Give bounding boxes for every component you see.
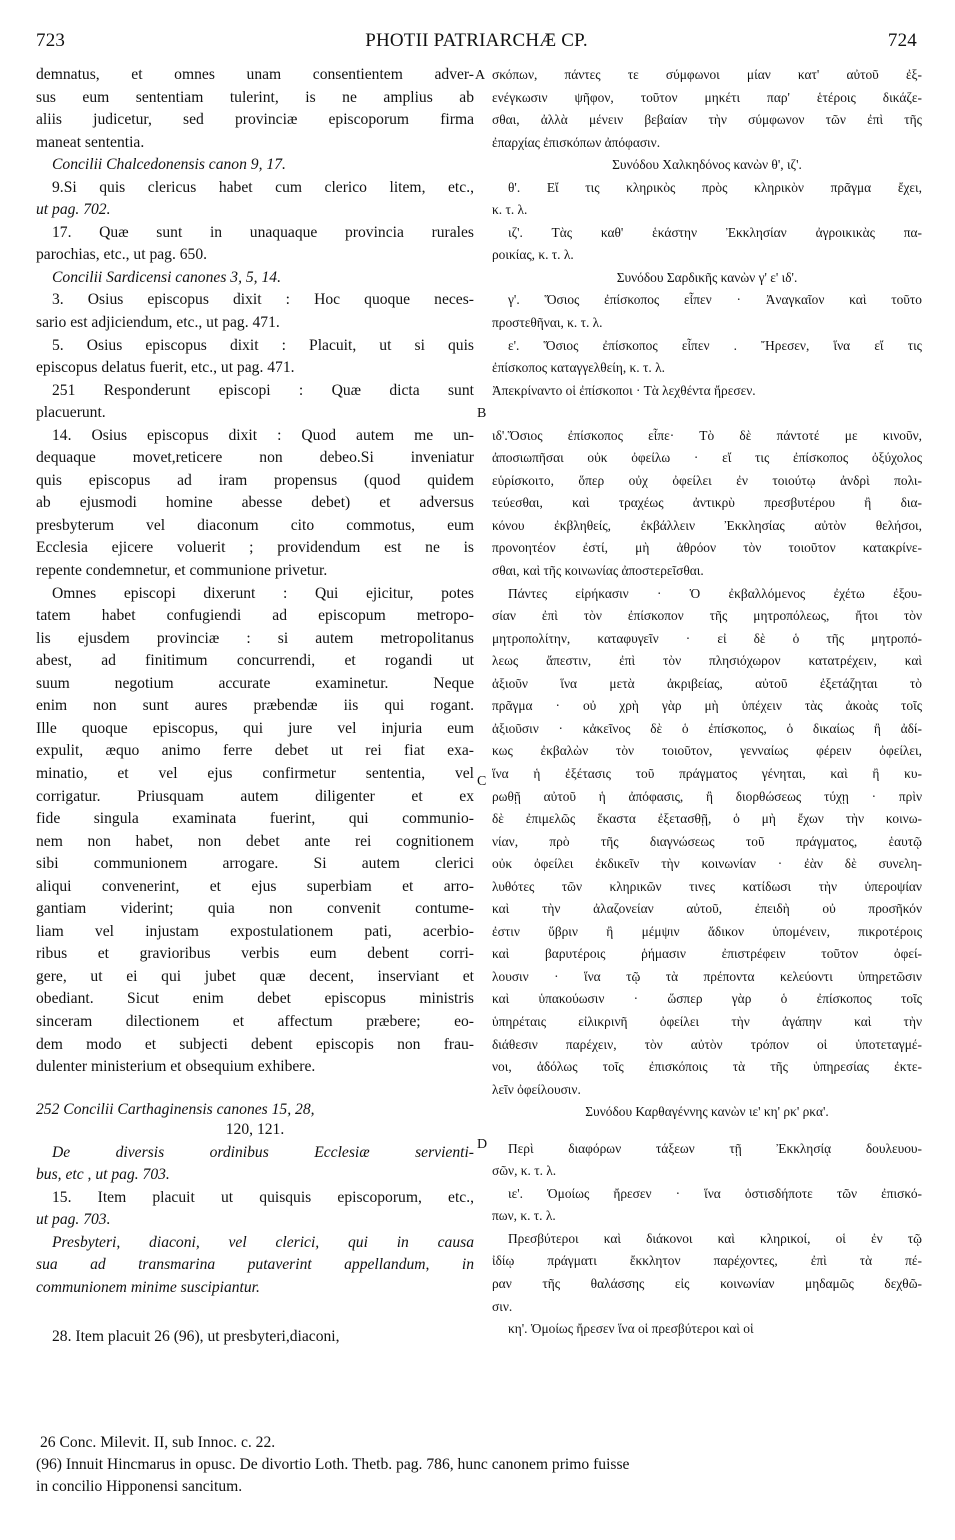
latin-line: ut pag. 702. — [36, 201, 111, 219]
greek-line: ε'. Ὅσιος ἐπίσκοπος εἶπεν . Ἤρεσεν, ἵνα εἴ τις — [508, 337, 922, 353]
greek-line: γ'. Ὅσιος ἐπίσκοπος εἶπεν · Ἀναγκαῖον καὶ τοῦτο — [508, 292, 922, 308]
latin-line: 15. Item placuit ut quisquis episcoporum, etc., — [52, 1188, 474, 1206]
latin-line: nem non habet, non debet ante rei cognitionem — [36, 832, 474, 850]
latin-line: expulit, æquo animo ferre debet ut rei fiat exa- — [36, 742, 474, 760]
greek-line: ενέγκωσιν ψῆφον, τοῦτον μηκέτι παρ' ἑτέροις δικάζε- — [492, 89, 922, 105]
latin-line: enim non sunt aures præbendæ iis qui rogant. — [36, 697, 474, 715]
latin-line: minatio, et vel ejus confirmetur sententia, vel — [36, 764, 474, 782]
greek-line: θ'. Εἴ τις κληρικὸς πρὸς κληρικὸν πρᾶγμα ἔχει, — [508, 179, 922, 195]
greek-line: ρωθῇ αὐτοῦ ἡ ἀπόφασις, ἢ διορθώσεως τύχῃ · πρὶν — [492, 788, 922, 804]
greek-line: σθαι, ἀλλὰ μένειν βεβαίαν τὴν σύμφωνον τῶν ἐπὶ τῆς — [492, 112, 922, 128]
latin-line: Presbyteri, diaconi, vel clerici, qui in causa — [52, 1233, 474, 1251]
footnotes — [36, 1432, 922, 1498]
greek-line: σιν. — [492, 1298, 513, 1314]
greek-line: εὑρίσκοιτο, ὅπερ οὐχ ὀφείλει ἐν τοιούτῳ ἀνδρὶ πολι- — [492, 472, 922, 488]
latin-line: suum negotium accurate examinetur. Neque — [36, 674, 474, 692]
greek-line: ροικίας, κ. τ. λ. — [492, 247, 574, 263]
latin-line: gantiam viderint; quia non convenit contume- — [36, 900, 474, 918]
latin-line: abest, ad finitimum concurrendi, et rogandi ut — [36, 652, 474, 670]
latin-line: repente condemnetur, et communione privetur. — [36, 562, 328, 580]
right-page-number: 724 — [887, 30, 917, 51]
latin-line: sibi communionem arrogare. Si autem clerici — [36, 855, 474, 873]
latin-line: 17. Quæ sunt in unaquaque provincia rurales — [52, 223, 474, 241]
heading-chalcedon: Concilii Chalcedonensis canon 9, 17. — [52, 156, 286, 174]
latin-line: presbyterum vel diaconum cito commotus, eum — [36, 516, 474, 534]
latin-line: ab ejusmodi homine abesse debet) et adversus — [36, 494, 474, 512]
latin-line: aliis judicetur, sed provinciæ episcoporum firma — [36, 111, 474, 129]
latin-line: dulenter ministerium et obsequium exhibere. — [36, 1058, 316, 1076]
marker-a: A — [475, 68, 486, 83]
greek-line: προνοητέον ἐστί, μὴ ἀθρόον τὸν τοιοῦτον κατακρίνε- — [492, 540, 922, 556]
greek-line: καὶ τὴν ἀλαζονείαν αὐτοῦ, ἐπειδὴ οὐ προσῆκόν — [492, 901, 922, 917]
heading-carthage-text: 252 Concilii Carthaginensis canones 15, 28, — [36, 1100, 315, 1118]
latin-line: maneat sententia. — [36, 133, 145, 151]
greek-line: λουσιν · ἵνα τῷ τὰ πρέποντα κελεύοντι ὑπηρετῶσιν — [492, 968, 922, 984]
latin-line: obediant. Sicut enim debet episcopus ministris — [36, 990, 474, 1008]
latin-line: demnatus, et omnes unam consentientem adver- — [36, 66, 474, 83]
latin-line: 3. Osius episcopus dixit : Hoc quoque neces- — [52, 291, 474, 309]
greek-line: σθαι, καὶ τῆς κοινωνίας ἀποστερεῖσθαι. — [492, 563, 704, 579]
page-header — [36, 30, 917, 60]
latin-line: placuerunt. — [36, 404, 106, 422]
greek-line: κ. τ. λ. — [492, 202, 528, 218]
latin-line: quis episcopus ad iram propensus (quod quidem — [36, 471, 474, 489]
greek-line: Ἀπεκρίναντο οἱ ἐπίσκοποι · Τὰ λεχθέντα ἤρεσεν. — [492, 382, 756, 398]
running-title: PHOTII PATRIARCHÆ CP. — [365, 30, 588, 51]
greek-line: ἰδίῳ πράγματι ἔκκλητον παρέχοντες, ἐπὶ τὰ πέ- — [492, 1253, 922, 1269]
latin-line: dequaque movet,reticere non debeo.Si inveniatur — [36, 449, 474, 467]
greek-line: μητροπολίτην, καταφυγεῖν · εἰ δὲ ὁ τῆς μητροπό- — [492, 630, 922, 646]
latin-line: lis ejusdem provinciæ : si autem metropolitanus — [36, 629, 474, 647]
footnote-96-cont: in concilio Hipponensi sancitum. — [36, 1478, 243, 1495]
greek-line: οὐκ ὀφείλει ἐκδικεῖν τὴν κοινωνίαν · ἐὰν δὲ συνελη- — [492, 856, 922, 872]
latin-column — [36, 64, 474, 1348]
greek-column — [492, 64, 922, 1341]
greek-line: διάθεσιν παρέχειν, τὸν αὐτὸν τρόπον οἱ ὑποτεταγμέ- — [492, 1036, 922, 1052]
latin-line: aliqui convenerint, et ejus superbiam et arro- — [36, 877, 474, 895]
latin-line: sus eum sententiam tulerint, is ne amplius ab — [36, 88, 474, 106]
heading-sardica: Concilii Sardicensi canones 3, 5, 14. — [52, 268, 281, 286]
latin-line: ribus et gravioribus verbis eum debent corri- — [36, 945, 474, 963]
greek-line: ιδ'.Ὅσιος ἐπίσκοπος εἶπε· Τὸ δὲ πάντοτέ με κινοῦν, — [492, 427, 922, 443]
greek-line: ιζ'. Τὰς καθ' ἑκάστην Ἐκκλησίαν ἀγροικικὰς πα- — [508, 224, 922, 240]
latin-line: episcopus delatus fuerit, etc., ut pag. 471. — [36, 359, 295, 377]
footnote-26: 26 Conc. Milevit. II, sub Innoc. c. 22. — [40, 1434, 276, 1451]
greek-line: ιε'. Ὁμοίως ἤρεσεν · ἵνα ὁστισδήποτε τῶν ἐπισκό- — [508, 1185, 922, 1201]
latin-line: communionem minime suscipiantur. — [36, 1278, 260, 1296]
latin-line: Ille quoque episcopus, qui jure vel injuria eum — [36, 719, 474, 737]
latin-line: 28. Item placuit 26 (96), ut presbyteri,diaconi, — [52, 1327, 340, 1345]
greek-line: ἐστιν ὕβριν ἢ μέμψιν ἄδικον ὑπομένειν, πικροτέροις — [492, 923, 922, 939]
latin-line: 251 Responderunt episcopi : Quæ dicta sunt — [52, 381, 474, 399]
latin-line: tatem habet confugiendi ad episcopum metropo- — [36, 607, 474, 625]
latin-line: 14. Osius episcopus dixit : Quod autem me un- — [52, 426, 474, 444]
latin-line: De diversis ordinibus Ecclesiæ servienti- — [52, 1143, 474, 1161]
greek-line: νίαν, πρὸ τῆς διαγνώσεως τοῦ πράγματος, ἑαυτῷ — [492, 833, 922, 849]
greek-line: τεύεσθαι, καὶ τραχέως ἀντικρὺ πρεσβυτέρου ἢ δια- — [492, 495, 922, 511]
greek-line: λεως ἄπεστιν, ἐπὶ τὸν πλησιόχωρον κατατρέχειν, καὶ — [492, 653, 922, 669]
greek-line: Περὶ διαφόρων τάξεων τῇ Ἐκκλησίᾳ δουλευου- — [508, 1140, 922, 1156]
latin-line: Omnes episcopi dixerunt : Qui ejicitur, potes — [52, 584, 474, 602]
greek-line: σῶν, κ. τ. λ. — [492, 1163, 557, 1179]
footnote-96: (96) Innuit Hincmarus in opusc. De divortio Loth. Thetb. pag. 786, hunc canonem primo fuisse — [36, 1456, 630, 1473]
greek-heading-chalcedon: Συνόδου Χαλκηδόνος κανὼν θ', ιζ'. — [612, 157, 802, 173]
greek-line: καὶ ὑπακούωσιν · ὥσπερ γὰρ ὁ ἐπίσκοπος τοῖς — [492, 991, 922, 1007]
latin-line: sinceram dilectionem et affectum præbere; eo- — [36, 1012, 474, 1030]
greek-line: ἐπαρχίας ἐπισκόπων ἀπόφασιν. — [492, 134, 661, 150]
greek-line: ἐπίσκοπος καταγγελθείη, κ. τ. λ. — [492, 360, 665, 376]
latin-line: parochias, etc., ut pag. 650. — [36, 246, 208, 264]
latin-line: gere, ut ei qui jubet quæ decent, inserviant et — [36, 967, 474, 985]
greek-line: καὶ βαρυτέροις ῥήμασιν ἐπιστρέφειν τοῦτον ὀφεί- — [492, 946, 922, 962]
latin-line: 5. Osius episcopus dixit : Placuit, ut si quis — [52, 336, 474, 354]
marker-c: C — [477, 774, 487, 789]
greek-line: ἀξιοῦν ἵνα μετὰ ἀκριβείας, αὐτοῦ ἐξετάζηται τὸ — [492, 675, 922, 691]
latin-line: ut pag. 703. — [36, 1211, 111, 1229]
greek-line: κως ἐκβαλὼν τὸν τοιοῦτον, γενναίως φέρειν ὀφείλει, — [492, 743, 922, 759]
latin-line: sua ad transmarina putaverint appellandum, in — [36, 1256, 474, 1274]
latin-line: Ecclesia ejicere voluerit ; providendum est ne is — [36, 539, 474, 557]
greek-line: ὑπηρέταις εἰλικρινῆ ὀφείλει τὴν ἀγάπην καὶ τὴν — [492, 1013, 922, 1029]
greek-line: νοι, ἀδόλως τοῖς ἐπισκόποις τὰ τῆς ὑπηρεσίας ἐκτε- — [492, 1059, 922, 1075]
greek-line: πων, κ. τ. λ. — [492, 1208, 556, 1224]
greek-line: κη'. Ὁμοίως ἤρεσεν ἵνα οἱ πρεσβύτεροι καὶ οἱ — [508, 1321, 754, 1337]
greek-line: ραν τῆς θαλάσσης εἰς κοινωνίαν μηδαμῶς δεχθῶ- — [492, 1275, 922, 1291]
latin-line: dem modo et subjecti debent episcopis non frau- — [36, 1035, 474, 1053]
greek-line: Πάντες εἰρήκασιν · Ὁ ἐκβαλλόμενος ἐχέτω ἐξου- — [508, 585, 922, 601]
latin-line: sario est adjiciendum, etc., ut pag. 471. — [36, 314, 280, 332]
greek-line: σίαν ἐπὶ τὸν ἐπίσκοπον τῆς μητροπόλεως, ἤτοι τὸν — [492, 608, 922, 624]
greek-line: Πρεσβύτεροι καὶ διάκονοι καὶ κληρικοί, οἱ ἐν τῷ — [508, 1230, 922, 1246]
greek-line: κόνου ἐκβληθείς, ἐκβάλλειν Ἐκκλησίας αὐτὸν θελήσοι, — [492, 517, 922, 533]
greek-line: ἀποσιωπῆσαι οὐκ ὀφείλω · εἴ τις ἐπίσκοπος ὀξύχολος — [492, 450, 922, 466]
greek-heading-carthage: Συνόδου Καρθαγέννης κανὼν ιε' κη' ρκ' ρκα'. — [585, 1104, 829, 1120]
greek-line: πρᾶγμα · οὐ χρὴ γὰρ μὴ ὑπέχειν τὰς ἀκοὰς τοῖς — [492, 698, 922, 714]
marker-b: B — [477, 406, 487, 421]
greek-line: λυθότες τῶν κληρικῶν τινες κατίδωσι τὴν ὑπεροψίαν — [492, 878, 922, 894]
latin-line: fide singula examinata fuerint, qui communio- — [36, 810, 474, 828]
greek-heading-sardica: Συνόδου Σαρδικῆς κανὼν γ' ε' ιδ'. — [616, 269, 798, 285]
greek-line: προστεθῆναι, κ. τ. λ. — [492, 315, 603, 331]
latin-line: 9.Si quis clericus habet cum clerico litem, etc., — [52, 178, 474, 196]
latin-line: liam vel injustam expostulationem pati, acerbio- — [36, 922, 474, 940]
heading-carthage — [36, 1097, 474, 1120]
greek-line: ἀξιοῦσιν · κἀκεῖνος δὲ ὁ ἐπίσκοπος, ὁ δικαίως ἢ ἀδί- — [492, 720, 922, 736]
heading-carthage-cont: 120, 121. — [225, 1121, 285, 1139]
marker-d: D — [477, 1137, 488, 1152]
latin-line: bus, etc , ut pag. 703. — [36, 1166, 170, 1184]
greek-line: ἵνα ἡ ἐξέτασις τοῦ πράγματος γένηται, καὶ ἢ κυ- — [492, 765, 922, 781]
greek-line: λεῖν ὀφείλουσιν. — [492, 1081, 581, 1097]
latin-line: corrigatur. Priusquam autem diligenter et ex — [36, 787, 474, 805]
left-page-number: 723 — [36, 30, 66, 51]
greek-line: δὲ ἐπιμελῶς ἕκαστα ἐξετασθῇ, ὁ μὴ ἔχων τὴν κοινω- — [492, 811, 922, 827]
greek-line: σκόπων, πάντες τε σύμφωνοι μίαν κατ' αὐτοῦ ἐξ- — [492, 67, 922, 82]
